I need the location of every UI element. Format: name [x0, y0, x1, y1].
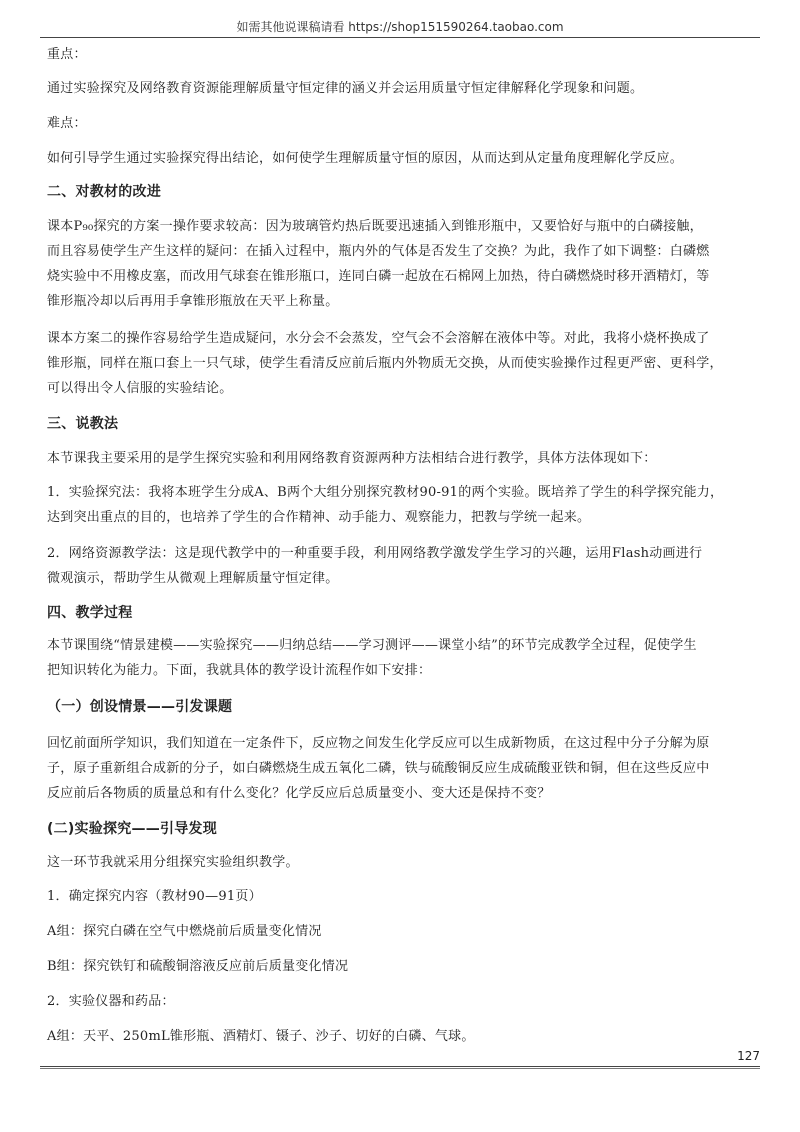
paragraph: 本节课我主要采用的是学生探究实验和利用网络教育资源两种方法相结合进行教学，具体方法体现如下： — [47, 451, 657, 466]
paragraph: 回忆前面所学知识，我们知道在一定条件下，反应物之间发生化学反应可以生成新物质，在这过程中分子分解为原 子，原子重新组合成新的分子，如白磷燃烧生成五氧化二磷，铁与硫酸铜反应生成硫酸亚铁和铜，但在这些反应中 反应前后各物质的质量总和有什么变化？化学反应后总质量变小、变大还是保持不变？ — [47, 736, 710, 801]
paragraph: 这一环节我就采用分组探究实验组织教学。 — [47, 855, 299, 870]
paragraph: 1．实验探究法：我将本班学生分成A、B两个大组分别探究教材90-91的两个实验。既培养了学生的科学探究能力， 达到突出重点的目的，也培养了学生的合作精神、动手能力、观察能力，把教与学统一起来。 — [47, 485, 724, 525]
paragraph: 重点： — [47, 47, 87, 62]
paragraph: 本节课围绕“情景建模——实验探究——归纳总结——学习测评——课堂小结”的环节完成教学全过程，促使学生 把知识转化为能力。下面，我就具体的教学设计流程作如下安排： — [47, 638, 697, 678]
paragraph: 2．网络资源教学法：这是现代教学中的一种重要手段，利用网络教学激发学生学习的兴趣，运用Flash动画进行 微观演示，帮助学生从微观上理解质量守恒定律。 — [47, 546, 703, 586]
paragraph: 课本方案二的操作容易给学生造成疑问，水分会不会蒸发，空气会不会溶解在液体中等。对此，我将小烧杯换成了 锥形瓶，同样在瓶口套上一只气球，使学生看清反应前后瓶内外物质无交换，从而使实验操作过程更严密、更科学， 可以得出令人信服的实验结论。 — [47, 331, 723, 396]
section-heading: (二)实验探究——引导发现 — [47, 821, 218, 837]
paragraph: 1．确定探究内容（教材90—91页） — [47, 889, 262, 904]
page-number: 127 — [737, 1049, 760, 1063]
section-heading: 三、说教法 — [47, 416, 119, 432]
paragraph: 2．实验仪器和药品： — [47, 994, 175, 1009]
paragraph: A组：探究白磷在空气中燃烧前后质量变化情况 — [47, 924, 322, 939]
paragraph: A组：天平、250mL锥形瓶、酒精灯、镊子、沙子、切好的白磷、气球。 — [47, 1029, 475, 1044]
section-heading: （一）创设情景——引发课题 — [47, 699, 233, 715]
section-heading: 四、教学过程 — [47, 605, 133, 621]
page-header: 如需其他说课稿请看 https://shop151590264.taobao.com — [236, 20, 564, 34]
paragraph: 通过实验探究及网络教育资源能理解质量守恒定律的涵义并会运用质量守恒定律解释化学现象和问题。 — [47, 81, 644, 96]
footer-divider — [40, 1066, 760, 1067]
section-heading: 二、对教材的改进 — [47, 184, 161, 200]
paragraph: 课本P₉₀探究的方案一操作要求较高：因为玻璃管灼热后既要迅速插入到锥形瓶中，又要恰好与瓶中的白磷接触， 而且容易使学生产生这样的疑问：在插入过程中，瓶内外的气体是否发生了交换？为此，我作了如下调整：白磷燃 烧实验中不用橡皮塞，而改用气球套在锥形瓶口，连同白磷一起放在石棉网上加热，待白磷燃烧时移开酒精灯，等 锥形瓶冷却以后再用手拿锥形瓶放在天平上称量。 — [47, 219, 710, 309]
header-divider — [40, 37, 760, 38]
paragraph: B组：探究铁钉和硫酸铜溶液反应前后质量变化情况 — [47, 959, 349, 974]
paragraph: 如何引导学生通过实验探究得出结论，如何使学生理解质量守恒的原因，从而达到从定量角度理解化学反应。 — [47, 151, 684, 166]
paragraph: 难点： — [47, 116, 87, 131]
footer-divider-secondary — [40, 1068, 760, 1069]
